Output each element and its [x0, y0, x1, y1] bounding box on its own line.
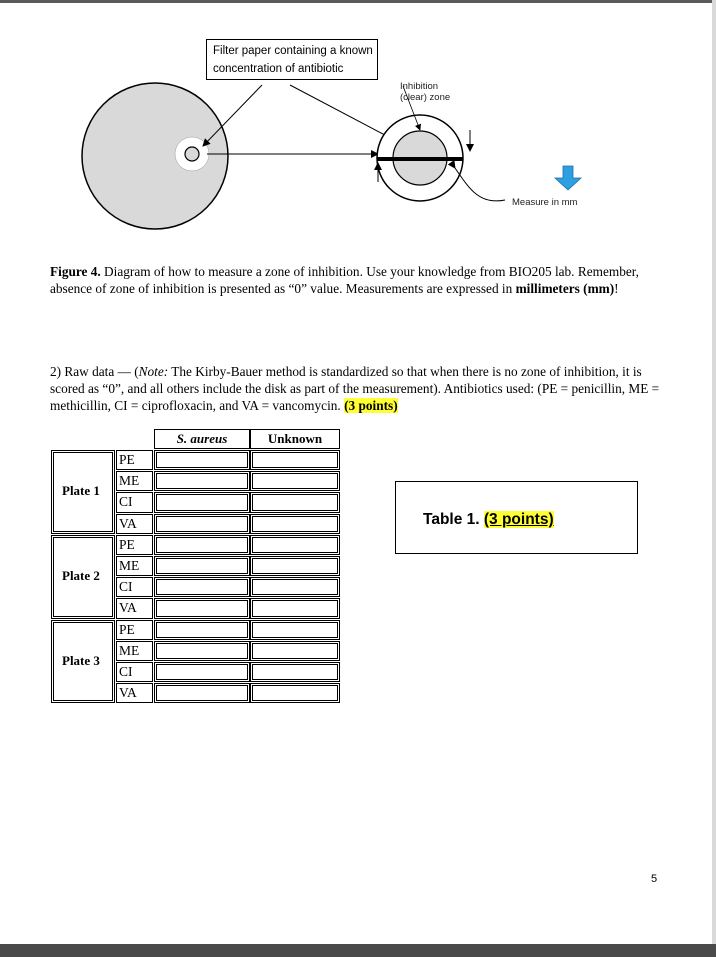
antibiotic-label: ME [116, 556, 153, 576]
figure-label: Figure 4. [50, 264, 101, 279]
antibiotic-label: PE [116, 535, 153, 555]
column-header: S. aureus [154, 429, 250, 449]
measurement-cell[interactable] [154, 471, 250, 491]
bottom-border [0, 944, 716, 957]
measurement-cell[interactable] [250, 577, 340, 597]
measurement-cell[interactable] [154, 641, 250, 661]
antibiotic-label: VA [116, 683, 153, 703]
measurement-cell[interactable] [250, 598, 340, 618]
plate-label: Plate 3 [62, 653, 100, 668]
measurement-cell[interactable] [250, 471, 340, 491]
callout-line-1: Filter paper containing a known [213, 45, 373, 57]
antibiotic-label: ME [116, 641, 153, 661]
plate-label: Plate 1 [62, 483, 100, 499]
antibiotic-label: CI [116, 662, 153, 682]
page-number: 5 [651, 873, 658, 885]
measurement-cell[interactable] [250, 662, 340, 682]
measure-label: Measure in mm [512, 197, 578, 208]
figure-caption [50, 263, 670, 297]
measurement-cell[interactable] [250, 556, 340, 576]
measurement-cell[interactable] [250, 620, 340, 640]
table-1-points: (3 points) [483, 511, 554, 528]
table-1-label: Table 1. [423, 511, 484, 528]
table-1-box [395, 481, 638, 554]
measurement-cell[interactable] [154, 492, 250, 512]
measurement-cell[interactable] [250, 535, 340, 555]
caption-units: millimeters (mm) [515, 281, 615, 296]
antibiotic-label: VA [116, 514, 153, 534]
inhibition-label [400, 81, 450, 103]
measurement-cell[interactable] [250, 641, 340, 661]
measurement-cell[interactable] [250, 514, 340, 534]
measurement-cell[interactable] [154, 450, 250, 470]
raw-data-paragraph [50, 363, 670, 414]
note-label: Note: [138, 364, 169, 379]
measurement-cell[interactable] [250, 683, 340, 703]
caption-end: ! [614, 281, 619, 296]
antibiotic-label: PE [116, 450, 153, 470]
raw-data-prefix: 2) Raw data — ( [50, 364, 139, 379]
measurement-cell[interactable] [154, 620, 250, 640]
antibiotic-label: CI [116, 492, 153, 512]
inhibition-label-line-1: Inhibition [400, 81, 439, 92]
column-header: Unknown [250, 429, 340, 449]
raw-data-points: (3 points) [344, 398, 398, 413]
filter-paper-callout [206, 39, 378, 80]
measurement-cell[interactable] [154, 662, 250, 682]
filter-disk-small [185, 147, 199, 161]
caption-text: Diagram of how to measure a zone of inhibition. Use your knowledge from BIO205 lab. Remember, absence of zone of inhibition is presented as “0” value. Measurements are expressed in [50, 264, 639, 296]
measurement-cell[interactable] [154, 598, 250, 618]
measurement-cell[interactable] [154, 556, 250, 576]
measurement-cell[interactable] [154, 577, 250, 597]
measurement-cell[interactable] [250, 492, 340, 512]
antibiotic-label: ME [116, 471, 153, 491]
measurement-cell[interactable] [154, 535, 250, 555]
antibiotic-label: CI [116, 577, 153, 597]
antibiotic-label: PE [116, 620, 153, 640]
inhibition-label-line-2: (clear) zone [400, 92, 451, 103]
raw-data-text: The Kirby-Bauer method is standardized so that when there is no zone of inhibition, it is scored as “0”, and all others include the disk as part of the measurement). Antibiotics used: (PE = penicillin, ME = methicillin, CI = ciprofloxacin, and VA = vancomycin. [50, 364, 660, 413]
table-1-title [423, 511, 554, 529]
callout-line-2: concentration of antibiotic [213, 63, 344, 75]
blue-arrow-icon [555, 166, 581, 190]
plate-label: Plate 2 [62, 568, 100, 584]
antibiotic-label: VA [116, 598, 153, 618]
measurement-cell[interactable] [154, 683, 250, 703]
measurement-cell[interactable] [154, 514, 250, 534]
measurement-cell[interactable] [250, 450, 340, 470]
